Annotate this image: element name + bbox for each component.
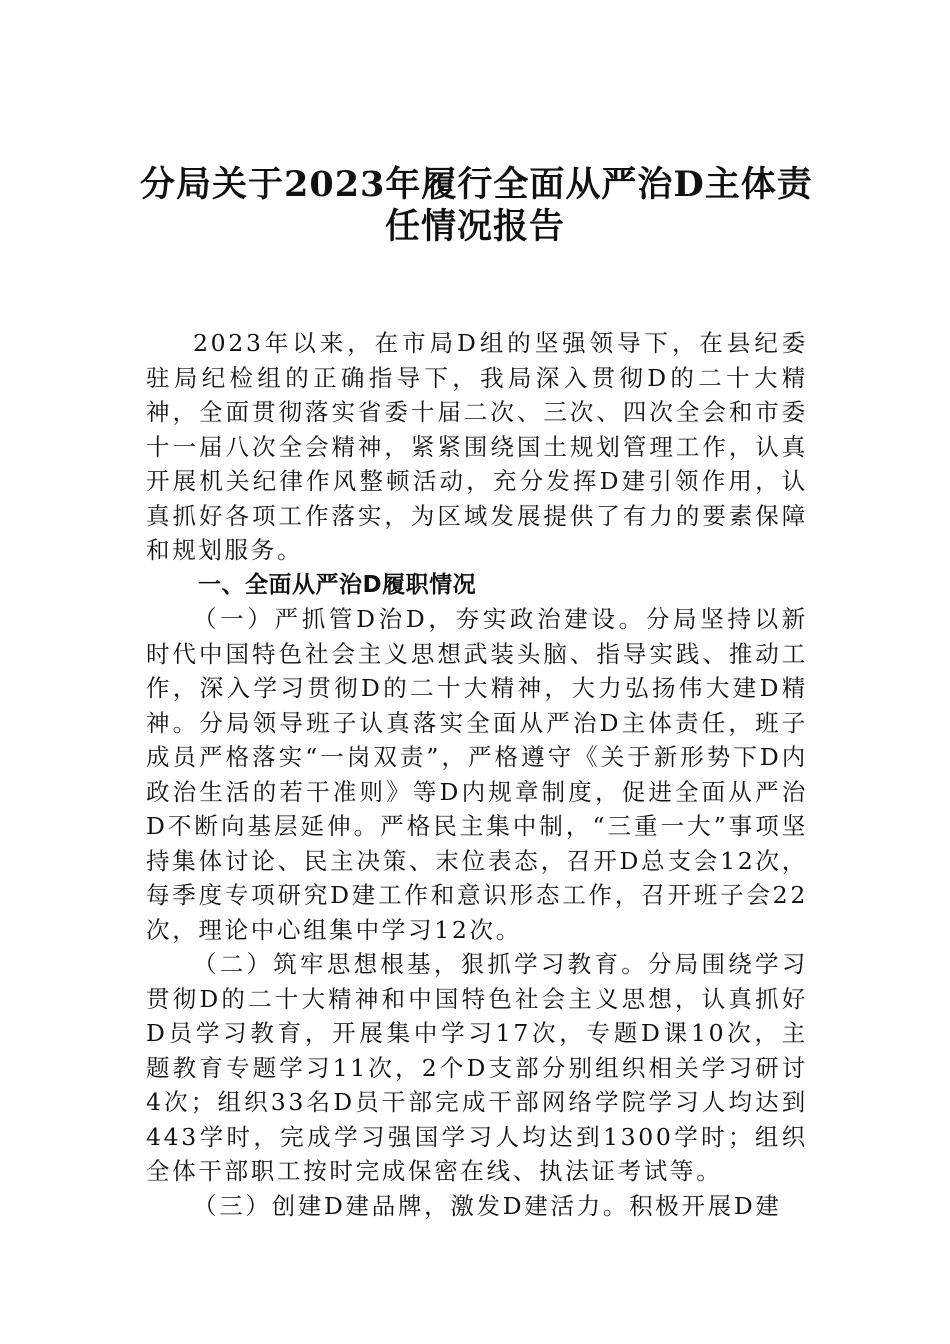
item-paragraph-2: （二）筑牢思想根基，狠抓学习教育。分局围绕学习贯彻D的二十大精神和中国特色社会主义思想，认真抓好D员学习教育，开展集中学习17次，专题D课10次，主题教育专题学习11次，2个D支部分别组织相关学习研讨4次；组织33名D员干部完成干部网络学院学习人均达到443学时，完成学习强国学习人均达到1300学时；组织全体干部职工按时完成保密在线、执法证考试等。 — [146, 950, 808, 1185]
document-body — [146, 326, 808, 1223]
document-title-line-2: 任情况报告 — [384, 206, 565, 247]
intro-paragraph: 2023年以来，在市局D组的坚强领导下，在县纪委驻局纪检组的正确指导下，我局深入贯彻D的二十大精神，全面贯彻落实省委十届二次、三次、四次全会和市委十一届八次全会精神，紧紧围绕国土规划管理工作，认真开展机关纪律作风整顿活动，充分发挥D建引领作用，认真抓好各项工作落实，为区域发展提供了有力的要素保障和规划服务。 — [146, 329, 808, 564]
item-paragraph-3: （三）创建D建品牌，激发D建活力。积极开展D建 — [193, 1191, 782, 1220]
document-title-line-1: 分局关于2023年履行全面从严治D主体责 — [140, 164, 813, 205]
section-heading: 一、全面从严治D履职情况 — [198, 571, 477, 598]
item-paragraph-1: （一）严抓管D治D，夯实政治建设。分局坚持以新时代中国特色社会主义思想武装头脑、指导实践、推动工作，深入学习贯彻D的二十大精神，大力弘扬伟大建D精神。分局领导班子认真落实全面从严治D主体责任，班子成员严格落实“一岗双责”，严格遵守《关于新形势下D内政治生活的若干准则》等D内规章制度，促进全面从严治D不断向基层延伸。严格民主集中制，“三重一大”事项坚持集体讨论、民主决策、末位表态，召开D总支会12次，每季度专项研究D建工作和意识形态工作，召开班子会22次，理论中心组集中学习12次。 — [146, 605, 808, 944]
